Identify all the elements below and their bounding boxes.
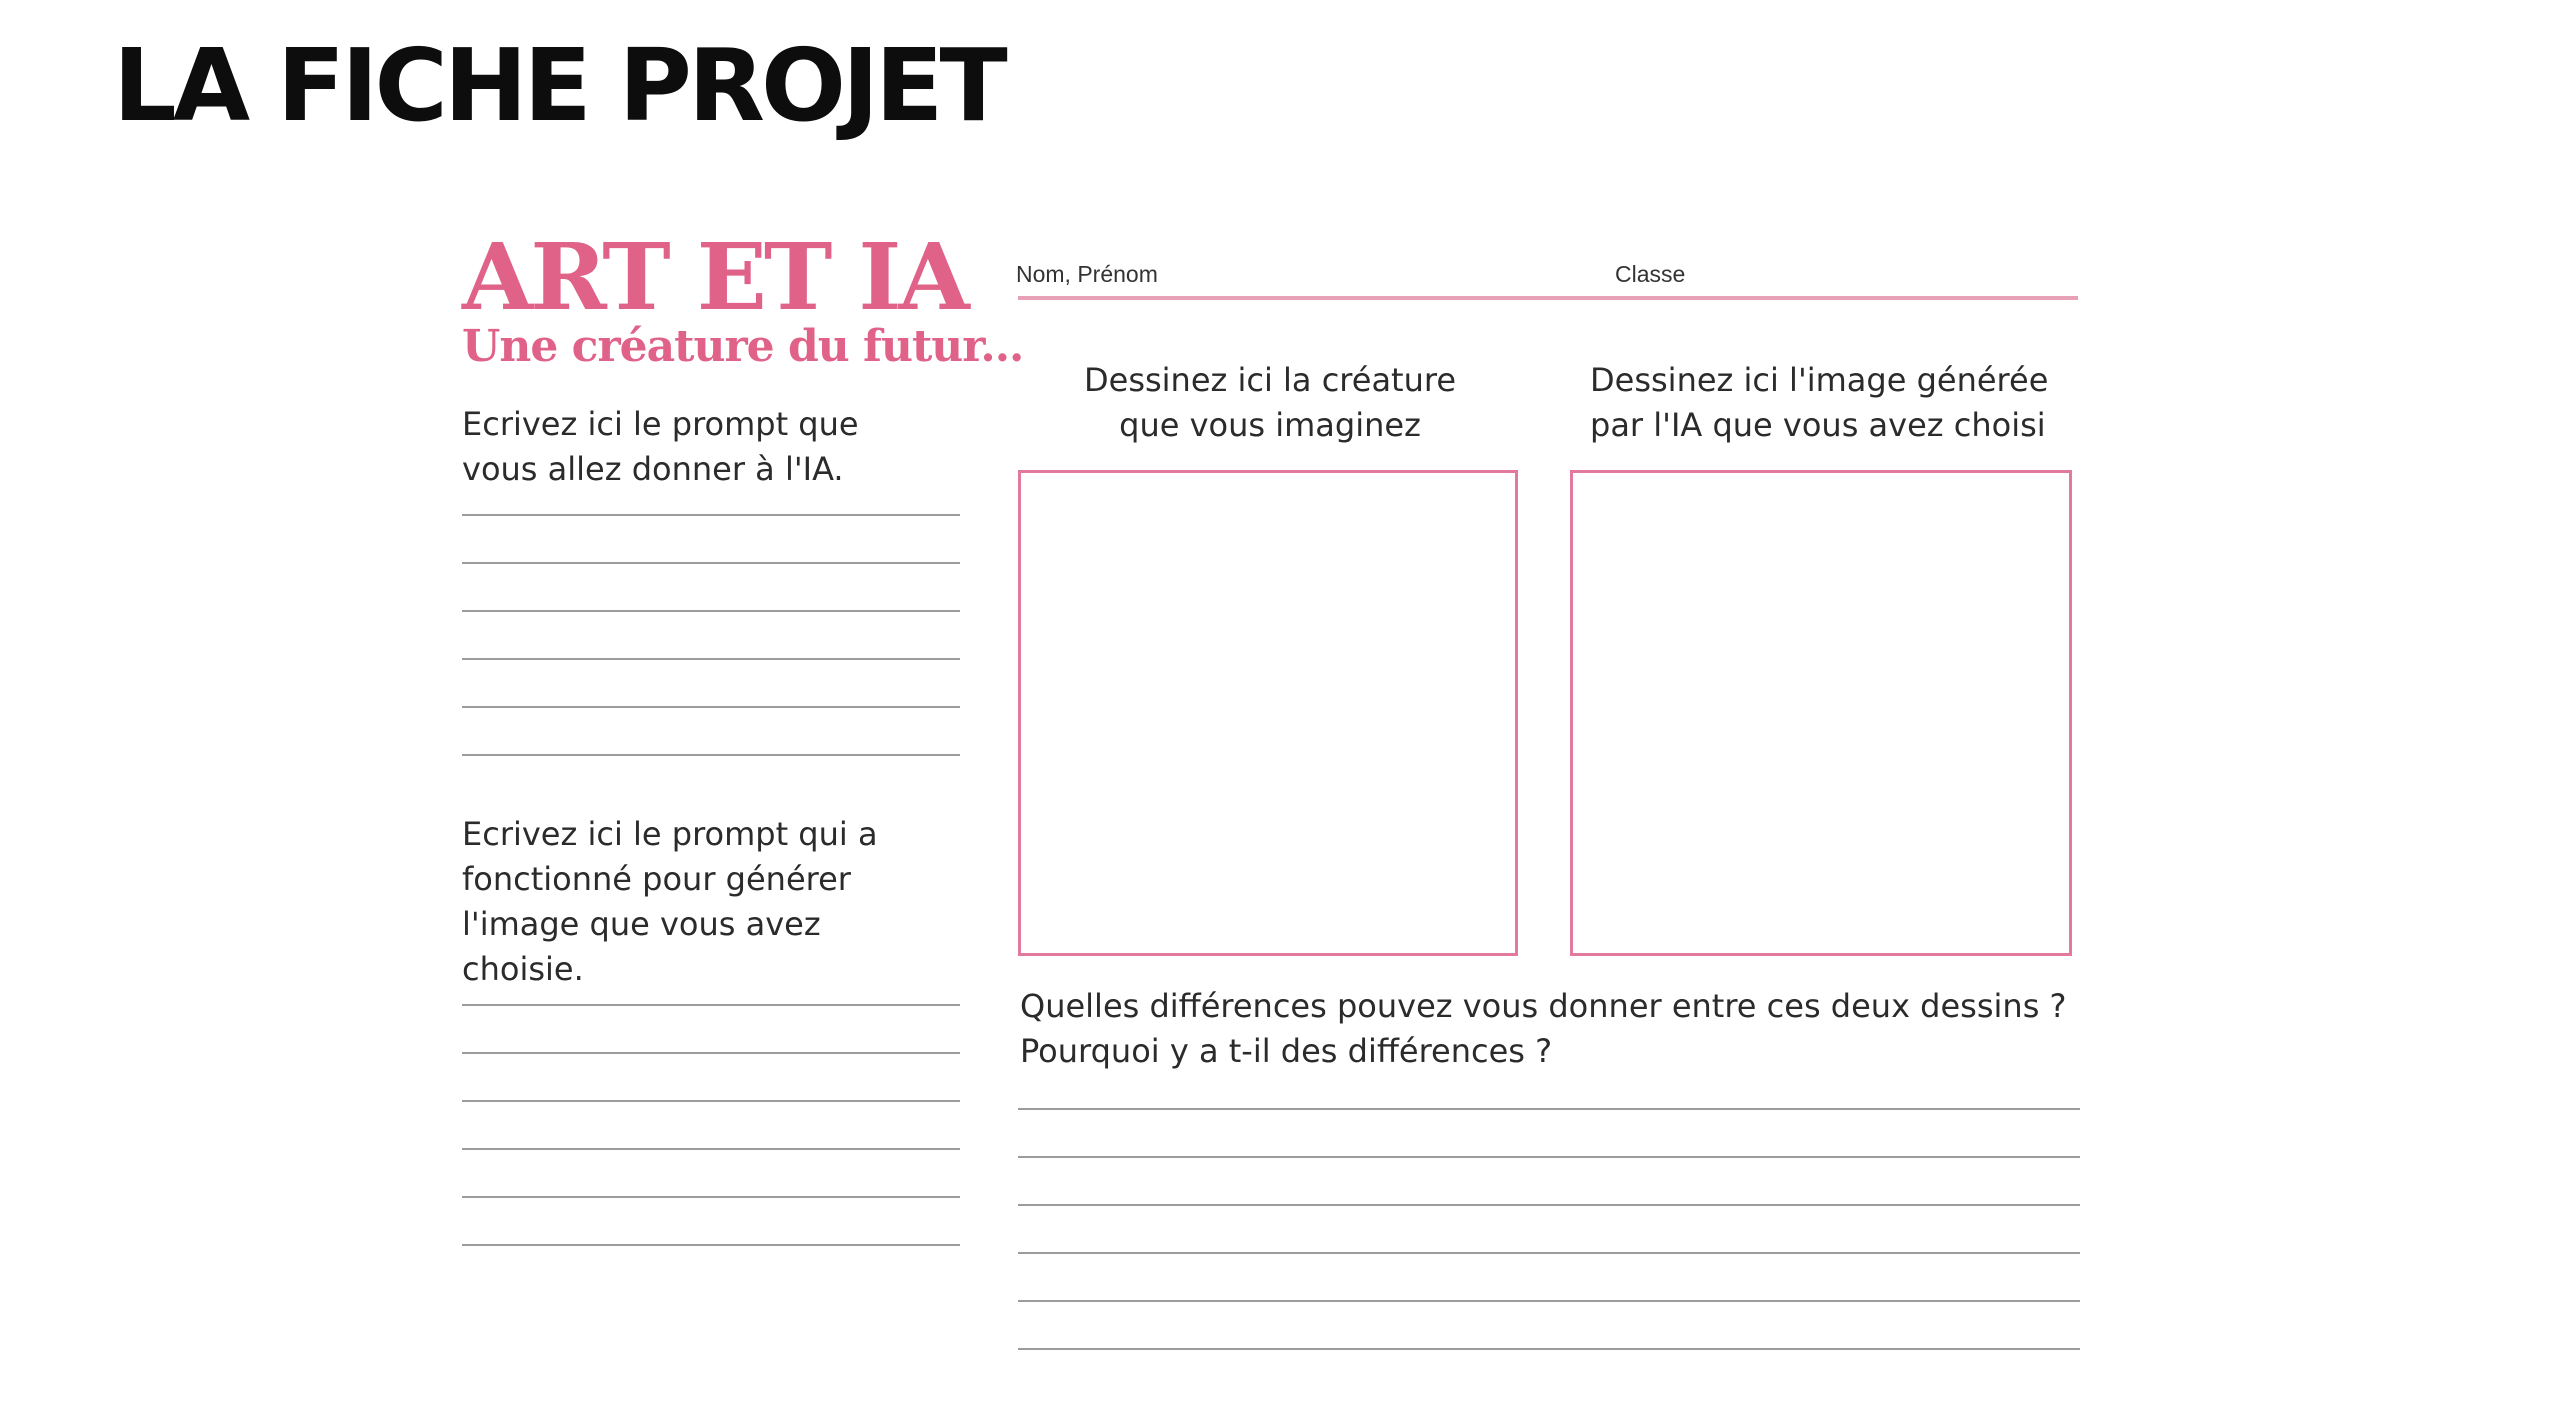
prompt-writing-line[interactable]: [462, 562, 960, 564]
drawing-box-2[interactable]: [1570, 470, 2072, 956]
working-prompt-writing-line[interactable]: [462, 1196, 960, 1198]
class-field-label: Classe: [1615, 261, 1686, 287]
prompt-instruction: Ecrivez ici le prompt que vous allez donner à l'IA.: [462, 405, 859, 488]
working-prompt-writing-line[interactable]: [462, 1244, 960, 1246]
prompt-writing-line[interactable]: [462, 514, 960, 516]
name-field-label: Nom, Prénom: [1016, 261, 1158, 287]
name-class-line[interactable]: [1018, 296, 2078, 300]
prompt-writing-line[interactable]: [462, 706, 960, 708]
differences-writing-line[interactable]: [1018, 1348, 2080, 1350]
worksheet-subtitle: Une créature du futur...: [462, 321, 1024, 372]
working-prompt-writing-line[interactable]: [462, 1100, 960, 1102]
worksheet-title: ART ET IA: [462, 223, 967, 331]
working-prompt-writing-line[interactable]: [462, 1004, 960, 1006]
prompt-writing-line[interactable]: [462, 754, 960, 756]
slide-title: LA FICHE PROJET: [113, 27, 1004, 144]
working-prompt-writing-line[interactable]: [462, 1052, 960, 1054]
drawing-box-2-instruction: Dessinez ici l'image générée par l'IA que vous avez choisi: [1590, 361, 2049, 444]
drawing-box-1-instruction: Dessinez ici la créature que vous imaginez: [1083, 361, 1457, 444]
differences-writing-line[interactable]: [1018, 1300, 2080, 1302]
working-prompt-writing-line[interactable]: [462, 1148, 960, 1150]
prompt-writing-line[interactable]: [462, 658, 960, 660]
differences-question: Quelles différences pouvez vous donner entre ces deux dessins ? Pourquoi y a t-il des différences ?: [1020, 987, 2067, 1070]
prompt-writing-line[interactable]: [462, 610, 960, 612]
drawing-box-1[interactable]: [1018, 470, 1518, 956]
differences-writing-line[interactable]: [1018, 1252, 2080, 1254]
working-prompt-instruction: Ecrivez ici le prompt qui a fonctionné pour générer l'image que vous avez choisie.: [462, 815, 878, 988]
differences-writing-line[interactable]: [1018, 1108, 2080, 1110]
differences-writing-line[interactable]: [1018, 1204, 2080, 1206]
differences-writing-line[interactable]: [1018, 1156, 2080, 1158]
